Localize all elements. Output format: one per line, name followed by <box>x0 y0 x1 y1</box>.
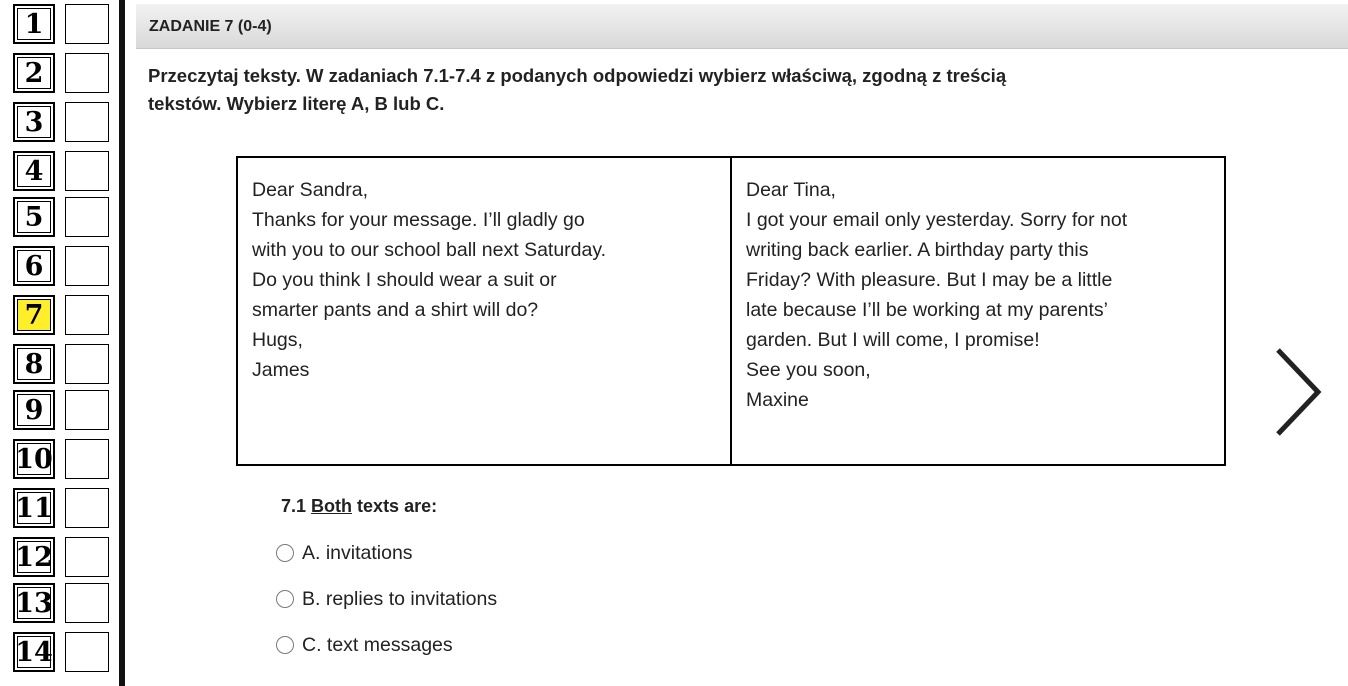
letter-line: with you to our school ball next Saturday. <box>252 239 607 261</box>
letter-line: garden. But I will come, I promise! <box>746 329 1040 351</box>
task-instructions <box>148 62 1248 118</box>
letter-line: Dear Tina, <box>746 179 836 201</box>
nav-answer-box-3[interactable] <box>65 102 109 142</box>
radio-icon[interactable] <box>276 590 294 608</box>
nav-number-9[interactable]: 9 <box>13 390 55 430</box>
nav-answer-box-13[interactable] <box>65 583 109 623</box>
nav-number-8[interactable]: 8 <box>13 344 55 384</box>
nav-number-6[interactable]: 6 <box>13 246 55 286</box>
nav-divider <box>119 0 125 686</box>
option-c[interactable] <box>276 631 453 659</box>
option-label: B. replies to invitations <box>302 587 498 610</box>
radio-icon[interactable] <box>276 544 294 562</box>
task-header <box>136 4 1348 49</box>
nav-answer-box-8[interactable] <box>65 344 109 384</box>
nav-row-10 <box>13 439 113 483</box>
nav-number-14[interactable]: 14 <box>13 632 55 672</box>
letter-line: Dear Sandra, <box>252 179 368 201</box>
nav-row-2 <box>13 53 113 97</box>
instructions-line-2: tekstów. Wybierz literę A, B lub C. <box>148 93 445 114</box>
question-nav <box>0 0 118 686</box>
letter-line: smarter pants and a shirt will do? <box>252 299 539 321</box>
option-a[interactable] <box>276 539 413 567</box>
nav-row-1 <box>13 4 113 48</box>
chevron-right-icon <box>1268 344 1324 440</box>
nav-row-8 <box>13 344 113 388</box>
nav-row-4 <box>13 151 113 195</box>
nav-number-11[interactable]: 11 <box>13 488 55 528</box>
nav-answer-box-14[interactable] <box>65 632 109 672</box>
nav-row-7 <box>13 295 113 339</box>
nav-row-13 <box>13 583 113 627</box>
letter-line: I got your email only yesterday. Sorry for not <box>746 209 1128 231</box>
letter-james <box>238 158 730 464</box>
nav-row-3 <box>13 102 113 146</box>
letter-line: Hugs, <box>252 329 303 351</box>
nav-answer-box-11[interactable] <box>65 488 109 528</box>
instructions-line-1: Przeczytaj teksty. W zadaniach 7.1-7.4 z podanych odpowiedzi wybierz właściwą, zgodną z treścią <box>148 65 1007 86</box>
nav-row-9 <box>13 390 113 434</box>
nav-number-3[interactable]: 3 <box>13 102 55 142</box>
option-b[interactable] <box>276 585 497 613</box>
task-title: ZADANIE 7 (0-4) <box>149 18 272 35</box>
question-prompt <box>281 496 437 517</box>
nav-answer-box-12[interactable] <box>65 537 109 577</box>
nav-number-1[interactable]: 1 <box>13 4 55 44</box>
nav-number-7[interactable]: 7 <box>13 295 55 335</box>
letter-line: Thanks for your message. I’ll gladly go <box>252 209 585 231</box>
letter-line: See you soon, <box>746 359 871 381</box>
nav-answer-box-2[interactable] <box>65 53 109 93</box>
nav-number-5[interactable]: 5 <box>13 197 55 237</box>
nav-row-5 <box>13 197 113 241</box>
letter-line: writing back earlier. A birthday party this <box>746 239 1089 261</box>
letter-line: Friday? With pleasure. But I may be a little <box>746 269 1113 291</box>
nav-number-4[interactable]: 4 <box>13 151 55 191</box>
nav-row-12 <box>13 537 113 581</box>
nav-answer-box-1[interactable] <box>65 4 109 44</box>
nav-number-12[interactable]: 12 <box>13 537 55 577</box>
nav-answer-box-9[interactable] <box>65 390 109 430</box>
question-emphasis: Both <box>311 496 353 516</box>
letter-line: late because I’ll be working at my parents’ <box>746 299 1109 321</box>
question-text: texts are: <box>357 496 438 516</box>
nav-row-6 <box>13 246 113 290</box>
option-label: C. text messages <box>302 633 453 656</box>
option-label: A. invitations <box>302 541 413 564</box>
letters-table <box>236 156 1226 466</box>
letter-maxine <box>730 158 1224 464</box>
nav-row-11 <box>13 488 113 532</box>
letter-line: James <box>252 359 310 381</box>
nav-answer-box-6[interactable] <box>65 246 109 286</box>
letter-line: Maxine <box>746 389 809 411</box>
nav-answer-box-10[interactable] <box>65 439 109 479</box>
nav-number-10[interactable]: 10 <box>13 439 55 479</box>
nav-answer-box-4[interactable] <box>65 151 109 191</box>
nav-number-2[interactable]: 2 <box>13 53 55 93</box>
radio-icon[interactable] <box>276 636 294 654</box>
next-button[interactable] <box>1268 344 1324 440</box>
nav-row-14 <box>13 632 113 676</box>
letter-line: Do you think I should wear a suit or <box>252 269 557 291</box>
nav-answer-box-7[interactable] <box>65 295 109 335</box>
nav-answer-box-5[interactable] <box>65 197 109 237</box>
nav-number-13[interactable]: 13 <box>13 583 55 623</box>
question-number: 7.1 <box>281 496 307 516</box>
